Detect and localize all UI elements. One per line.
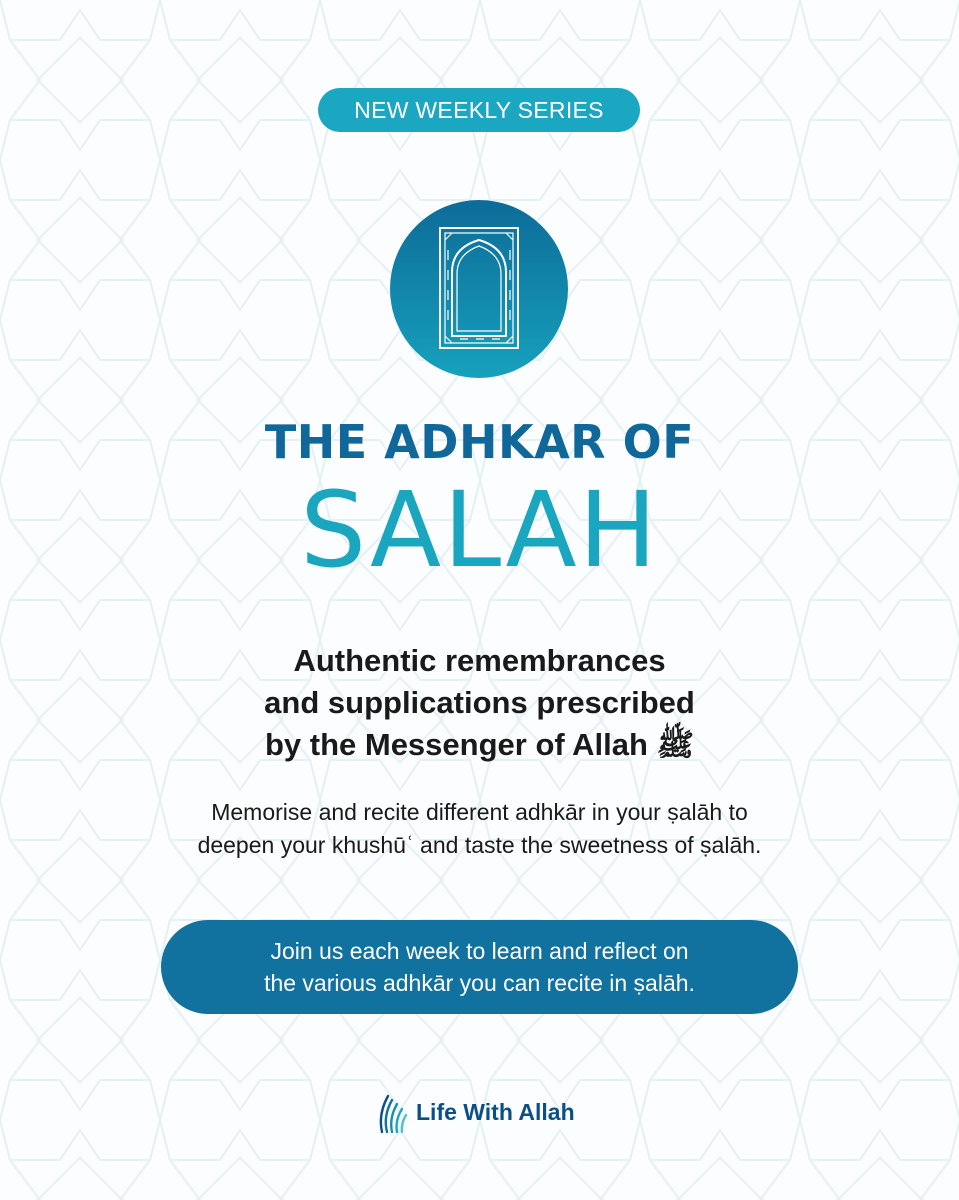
description [100, 796, 859, 862]
subheading [130, 640, 829, 766]
footer-brand [376, 1090, 575, 1134]
title-line-2: SALAH [300, 469, 659, 591]
cta-banner [161, 920, 798, 1014]
cta-line: the various adhkār you can recite in ṣalāh. [264, 970, 695, 996]
description-line: deepen your khushūʿ and taste the sweetness of ṣalāh. [197, 832, 762, 858]
description-line: Memorise and recite different adhkār in your ṣalāh to [211, 799, 748, 825]
subheading-line: by the Messenger of Allah ﷺ [264, 727, 695, 762]
subheading-line: Authentic remembrances [293, 643, 666, 678]
brand-name: Life With Allah [416, 1098, 575, 1125]
new-weekly-series-badge: NEW WEEKLY SERIES [318, 88, 640, 132]
prayer-mat-icon [390, 200, 568, 378]
title-line-1: THE ADHKAR OF [264, 415, 695, 469]
cta-line: Join us each week to learn and reflect on [270, 938, 689, 964]
wave-logo-icon [376, 1090, 408, 1134]
subheading-line: and supplications prescribed [264, 685, 695, 720]
emblem-circle [390, 200, 568, 378]
